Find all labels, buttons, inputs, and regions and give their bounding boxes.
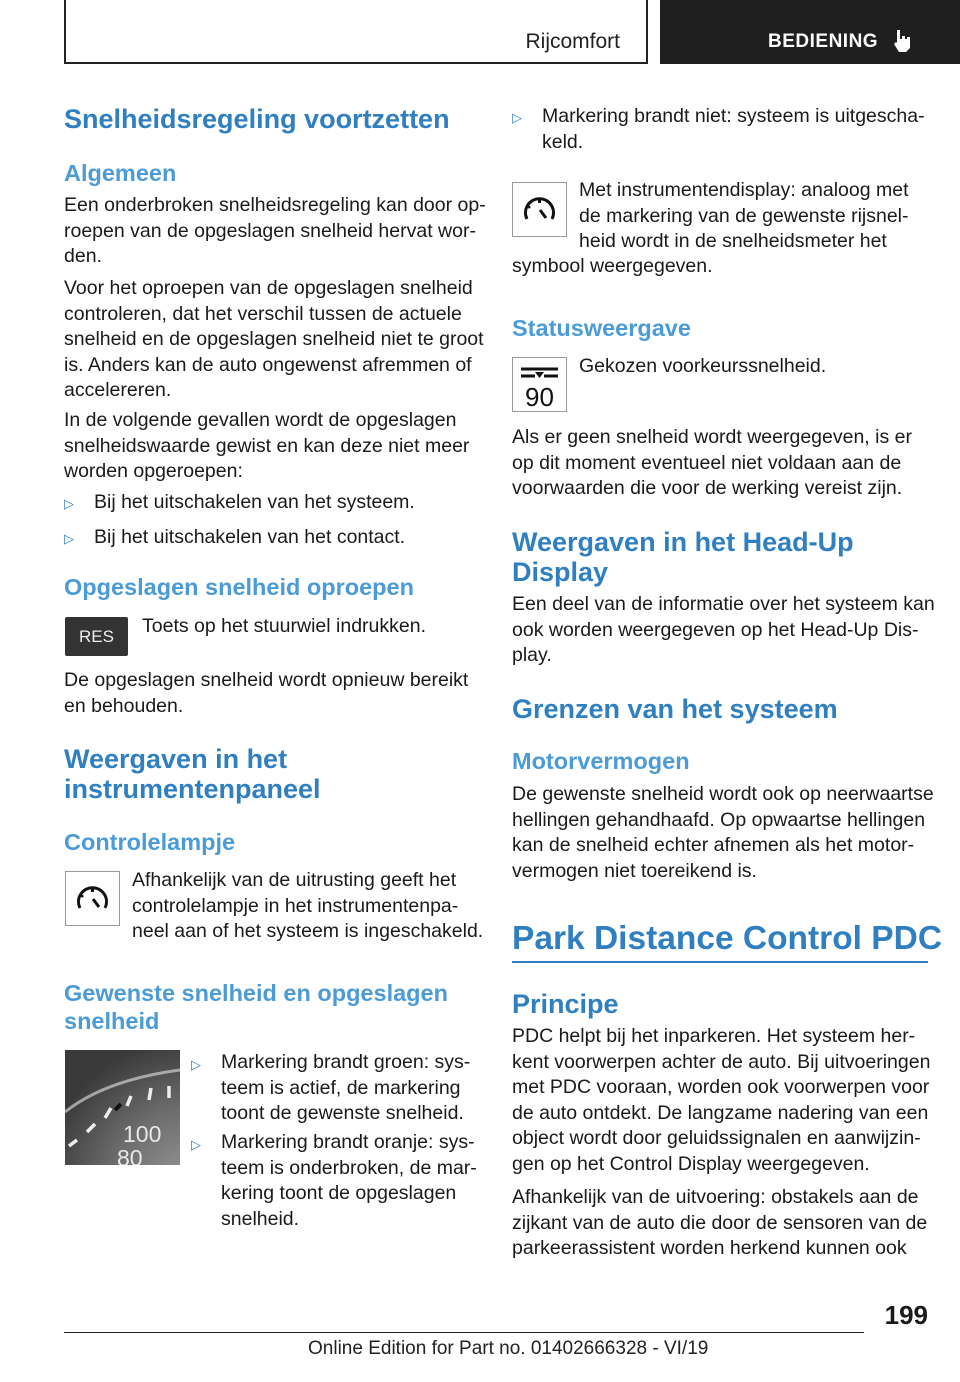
svg-text:90: 90 xyxy=(525,382,554,411)
list-item: Bij het uitschakelen van het systeem. xyxy=(94,491,415,513)
display-description: Met instrumentendisplay: analoog met de markering van de gewenste rijsnel‐ heid wordt in de snelheidsmeter het xyxy=(579,179,909,252)
header-section-box xyxy=(64,0,648,64)
display-description-tail: symbool weergegeven. xyxy=(512,255,713,277)
paragraph-status: Als er geen snelheid wordt weergegeven, is er op dit moment eventueel niet voldaan aan de voorwaarden die voor de werking vereist zijn. xyxy=(512,426,912,499)
chapter-title-pdc: Park Distance Control PDC xyxy=(512,920,943,957)
controlelampje-description: Afhankelijk van de uitrusting geeft het controlelampje in het instrumentenpa‐ neel aan of het systeem is ingeschakeld. xyxy=(132,869,484,942)
list-item: Markering brandt niet: systeem is uitgescha‐ keld. xyxy=(542,105,925,153)
heading-gewenste-snelheid: Gewenste snelheid en opgeslagen snelheid xyxy=(64,980,448,1034)
bullet-triangle-icon: ▷ xyxy=(191,1137,201,1152)
paragraph-algemeen-2: Voor het oproepen van de opgeslagen snelheid controleren, dat het verschil tussen de actuele snelheid en de opgeslagen snelheid niet te groot is. Anders kan de auto ongewenst afremmen of accelereren. xyxy=(64,277,484,401)
header-chapter-title: BEDIENING xyxy=(768,31,879,52)
chapter-title-underline xyxy=(512,961,928,963)
heading-controlelampje: Controlelampje xyxy=(64,829,236,855)
footer-edition: Online Edition for Part no. 01402666328 - VI/19 xyxy=(308,1338,709,1359)
cruise-control-lamp-icon xyxy=(65,871,120,926)
status-description: Gekozen voorkeurssnelheid. xyxy=(579,355,827,377)
section-title-grenzen: Grenzen van het systeem xyxy=(512,694,838,724)
gauge-label-100: 100 xyxy=(123,1121,162,1147)
page-number: 199 xyxy=(884,1300,928,1330)
list-item: Markering brandt oranje: sys‐ teem is onderbroken, de mar‐ kering toont de opgeslagen snelheid. xyxy=(221,1131,477,1230)
paragraph-algemeen-1: Een onderbroken snelheidsregeling kan door op‐ roepen van de opgeslagen snelheid hervat wor‐ den. xyxy=(64,194,486,267)
section-title-head-up-display: Weergaven in het Head-Up Display xyxy=(512,527,854,587)
paragraph-oproepen: De opgeslagen snelheid wordt opnieuw bereikt en behouden. xyxy=(64,669,469,717)
heading-opgeslagen-oproepen: Opgeslagen snelheid oproepen xyxy=(64,574,414,600)
header-section-title: Rijcomfort xyxy=(525,30,620,53)
paragraph-pdc-1: PDC helpt bij het inparkeren. Het systeem her‐ kent voorwerpen achter de auto. Bij uitvoeringen met PDC vooraan, worden ook voorwerpen voor de auto ontdekt. De langzame nadering van een object wordt door geluidssignalen en aanwijzin‐ gen op het Control Display weergegeven. xyxy=(512,1025,931,1175)
list-item: Bij het uitschakelen van het contact. xyxy=(94,526,406,548)
header-chapter-tab xyxy=(660,0,960,64)
paragraph-pdc-2: Afhankelijk van de uitvoering: obstakels aan de zijkant van de auto die door de sensoren van de parkeerassistent worden herkend kunnen ook xyxy=(512,1186,928,1259)
section-title-instrumentenpaneel: Weergaven in het instrumentenpaneel xyxy=(64,744,321,804)
res-button-icon: RES xyxy=(65,617,128,656)
gauge-label-80: 80 xyxy=(117,1145,143,1165)
speedometer-gauge-image xyxy=(65,1050,180,1165)
bullet-triangle-icon: ▷ xyxy=(512,110,522,125)
heading-motorvermogen: Motorvermogen xyxy=(512,748,690,774)
res-description: Toets op het stuurwiel indrukken. xyxy=(142,615,426,637)
heading-statusweergave: Statusweergave xyxy=(512,315,691,341)
pointing-hand-icon xyxy=(892,28,914,52)
heading-principe: Principe xyxy=(512,989,619,1019)
bullet-triangle-icon: ▷ xyxy=(64,496,74,511)
footer-divider xyxy=(64,1332,864,1333)
paragraph-motorvermogen: De gewenste snelheid wordt ook op neerwaartse hellingen gehandhaafd. Op opwaartse hellingen kan de snelheid echter afnemen als het motor‐ vermogen niet toereikend is. xyxy=(512,783,934,882)
bullet-triangle-icon: ▷ xyxy=(191,1057,201,1072)
paragraph-hud: Een deel van de informatie over het systeem kan ook worden weergegeven op het Head-Up Dis‐ play. xyxy=(512,593,935,666)
cruise-control-display-icon xyxy=(512,182,567,237)
speed-90-icon xyxy=(512,357,567,412)
list-item: Markering brandt groen: sys‐ teem is actief, de markering toont de gewenste snelheid. xyxy=(221,1051,471,1124)
section-title-snelheidsregeling: Snelheidsregeling voortzetten xyxy=(64,104,450,134)
heading-algemeen: Algemeen xyxy=(64,160,177,186)
paragraph-algemeen-3: In de volgende gevallen wordt de opgeslagen snelheidswaarde gewist en kan deze niet meer worden opgeroepen: xyxy=(64,409,470,482)
bullet-triangle-icon: ▷ xyxy=(64,531,74,546)
